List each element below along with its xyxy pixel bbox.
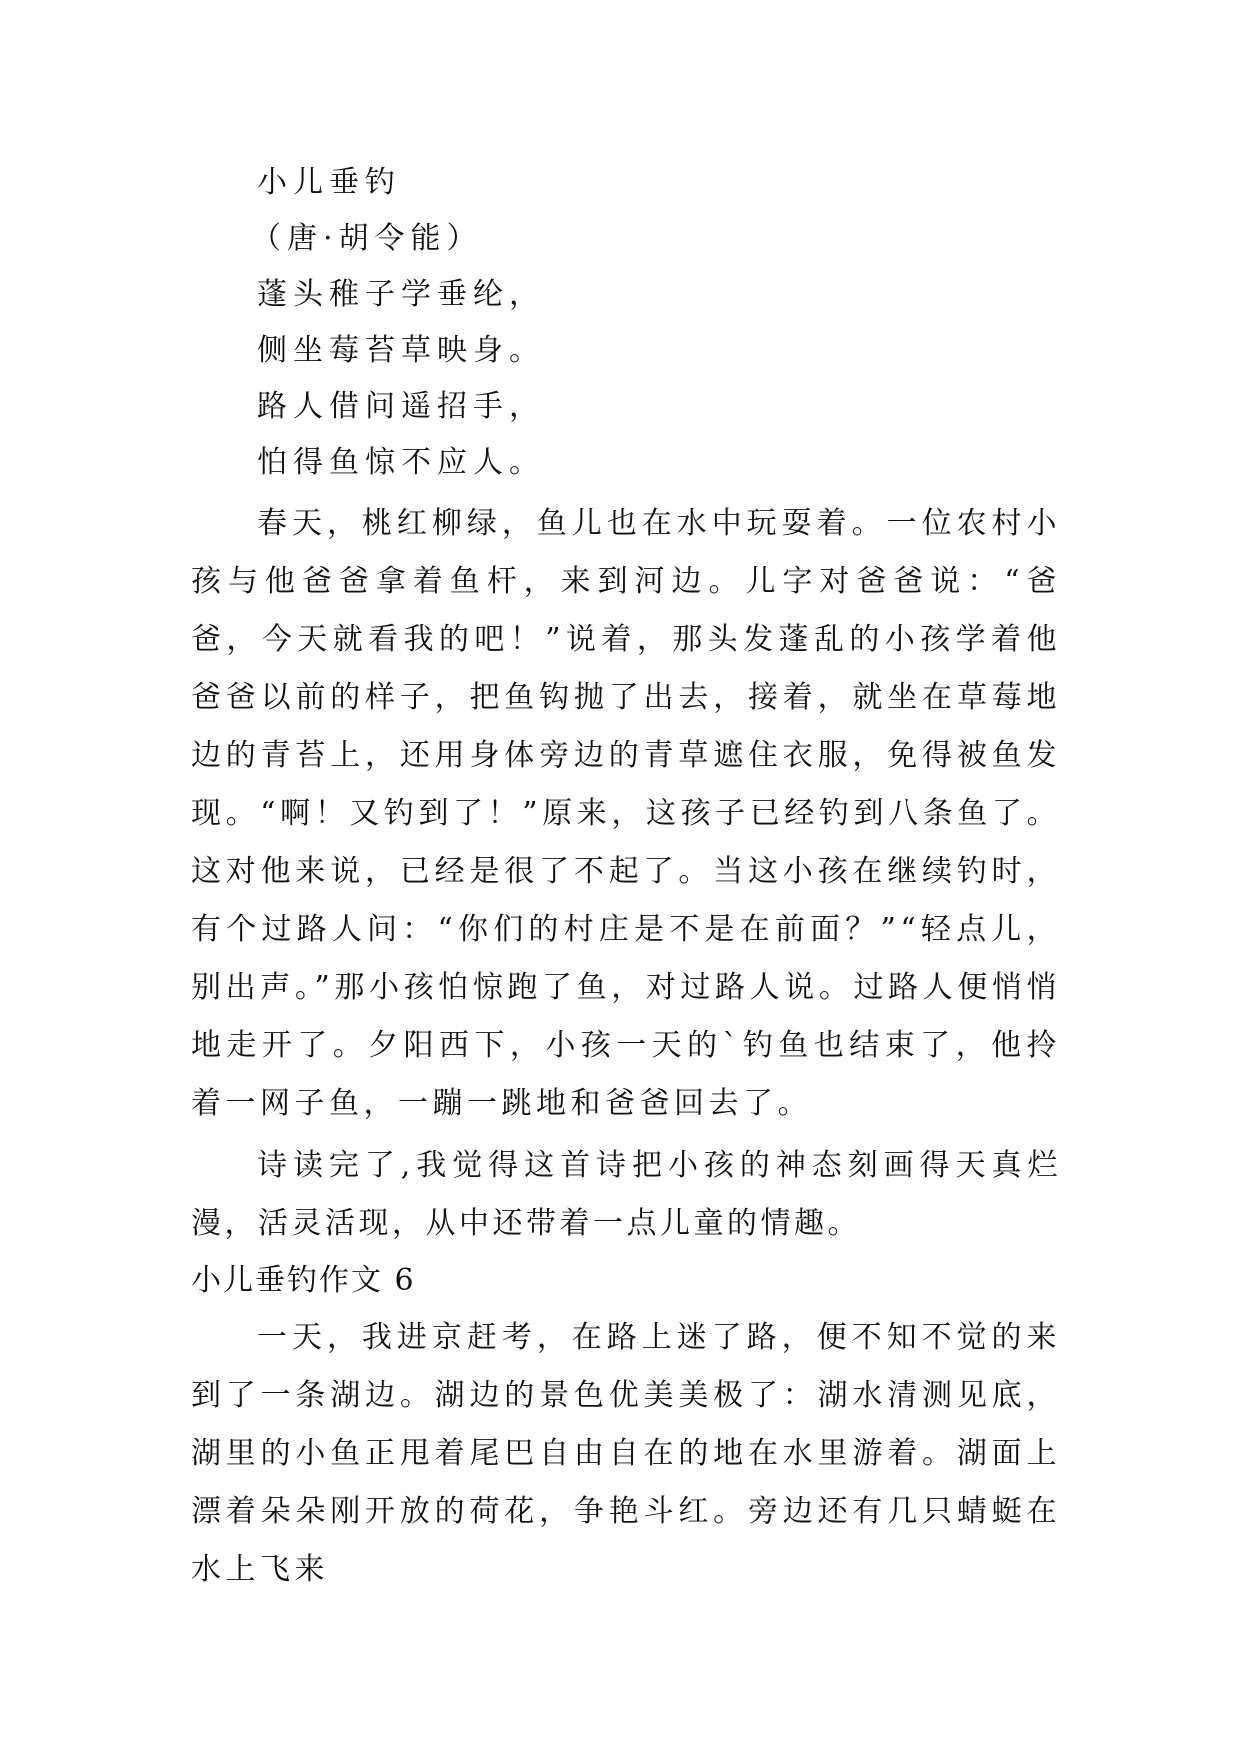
poem-line: 怕得鱼惊不应人。 bbox=[257, 445, 545, 480]
poem-title: 小儿垂钓 bbox=[257, 165, 401, 200]
poem-line: 侧坐莓苔草映身。 bbox=[257, 333, 545, 368]
section-title: 小儿垂钓作文 6 bbox=[191, 1263, 416, 1298]
poem-line: 蓬头稚子学垂纶， bbox=[257, 277, 545, 312]
poem-author: （唐·胡令能） bbox=[251, 221, 483, 256]
section-paragraph: 一天，我进京赶考，在路上迷了路，便不知不觉的来到了一条湖边。湖边的景色优美美极了：湖水清测见底，湖里的小鱼正甩着尾巴自由自在的地在水里游着。湖面上漂着朵朵刚开放的荷花，争艳斗红。旁边还有几只蜻蜓在水上飞来 bbox=[191, 1320, 1061, 1587]
document-body bbox=[191, 155, 1061, 1599]
reflection-paragraph: 诗读完了,我觉得这首诗把小孩的神态刻画得天真烂漫，活灵活现，从中还带着一点儿童的情趣。 bbox=[191, 1148, 1061, 1241]
story-paragraph: 春天，桃红柳绿，鱼儿也在水中玩耍着。一位农村小孩与他爸爸拿着鱼杆，来到河边。儿字对爸爸说：“爸爸，今天就看我的吧！”说着，那头发蓬乱的小孩学着他爸爸以前的样子，把鱼钩抛了出去，接着，就坐在草莓地边的青苔上，还用身体旁边的青草遮住衣服，免得被鱼发现。“啊！又钓到了！”原来，这孩子已经钓到八条鱼了。这对他来说，已经是很了不起了。当这小孩在继续钓时，有个过路人问：“你们的村庄是不是在前面？”“轻点儿，别出声。”那小孩怕惊跑了鱼，对过路人说。过路人便悄悄地走开了。夕阳西下，小孩一天的`钓鱼也结束了，他拎着一网子鱼，一蹦一跳地和爸爸回去了。 bbox=[191, 506, 1061, 1121]
poem-line: 路人借问遥招手， bbox=[257, 389, 545, 424]
